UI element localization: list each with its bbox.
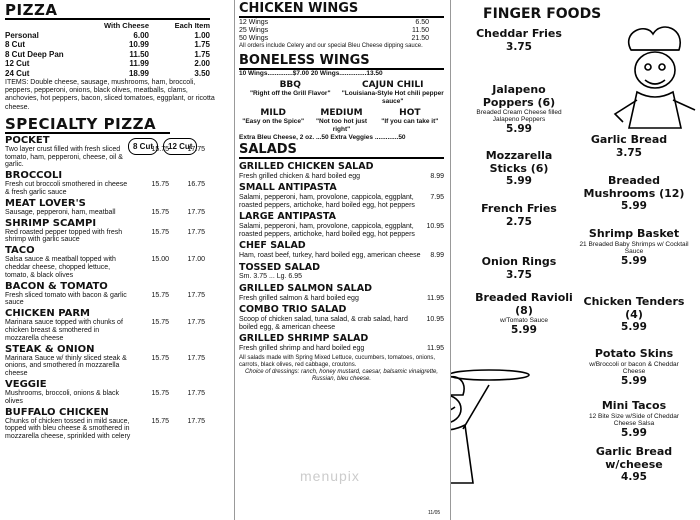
watermark: menupix	[300, 468, 360, 484]
wings-title: CHICKEN WINGS	[239, 2, 444, 18]
wing-row	[239, 27, 444, 35]
pizza-row	[5, 40, 210, 50]
finger-food-name: Onion Rings	[481, 255, 557, 268]
wing-qty: 12 Wings	[239, 19, 269, 26]
finger-food-price: 5.99	[621, 374, 647, 387]
finger-food-price: 5.99	[621, 200, 647, 212]
finger-food-price: 5.99	[621, 426, 647, 439]
heat-desc: "Not too hot just right"	[315, 118, 368, 133]
specialty-desc: Red roasted pepper topped with fresh shrimp with garlic sauce	[5, 228, 123, 244]
specialty-desc: Fresh cut broccoli smothered in cheese & fresh garlic sauce	[5, 181, 128, 196]
heat-name: MEDIUM	[320, 108, 363, 118]
finger-food-name: Mini Tacos	[601, 399, 667, 412]
specialty-title: SPECIALTY PIZZA	[5, 116, 170, 134]
salad-name: GRILLED SHRIMP SALAD	[239, 333, 369, 345]
price-12-cut: 17.00	[187, 256, 205, 264]
finger-food-desc: Breaded Cream Cheese filled Jalapeno Peppers	[476, 109, 562, 123]
salad-price: 11.95	[427, 344, 444, 352]
price-8-cut: 15.75	[151, 145, 169, 153]
flavor-name: CAJUN CHILI	[362, 80, 424, 90]
salad-name: CHEF SALAD	[239, 240, 306, 252]
size: 8 Cut Deep Pan	[5, 49, 64, 59]
finger-food-price: 3.75	[616, 146, 642, 159]
price-12-cut: 17.75	[187, 228, 205, 236]
wing-qty: 25 Wings	[239, 27, 269, 34]
specialty-desc-row	[5, 256, 226, 279]
price: 18.99	[128, 68, 149, 78]
pizza-row	[5, 59, 210, 69]
price-12-cut: 17.75	[187, 291, 205, 299]
flavor-name: BBQ	[279, 80, 301, 90]
pizza-row	[5, 31, 210, 41]
price-12-cut: 17.75	[187, 145, 205, 153]
finger-food-item	[469, 84, 569, 136]
salad-desc-row	[239, 316, 444, 332]
finger-food-desc: 21 Breaded Baby Shrimps w/ Cocktail Sauce	[579, 240, 689, 255]
finger-food-name: Breaded Mushrooms (12)	[583, 174, 685, 200]
finger-food-item	[469, 28, 569, 54]
specialty-desc: Mushrooms, broccoli, onions & black olives	[5, 389, 119, 405]
cut-size-labels	[128, 138, 197, 155]
finger-food-name: Cheddar Fries	[476, 27, 562, 40]
finger-food-item	[469, 256, 569, 282]
price-8-cut: 15.00	[151, 256, 169, 264]
chef-illustration	[601, 22, 700, 132]
salad-desc-row	[239, 173, 444, 181]
salad-name: COMBO TRIO SALAD	[239, 304, 347, 316]
finger-food-item	[469, 292, 579, 337]
specialty-desc-row	[5, 181, 226, 197]
finger-food-desc: 12 Bite Size w/Side of Cheddar Cheese Salsa	[589, 412, 679, 427]
salad-item	[239, 263, 444, 281]
price-8-cut: 15.75	[151, 354, 169, 362]
flavor-cajun	[342, 80, 445, 105]
specialty-list	[5, 135, 226, 441]
finger-food-desc: w/Broccoli or bacon & Cheddar Cheese	[589, 360, 679, 375]
finger-food-price: 5.99	[506, 175, 532, 187]
salad-price: 7.95	[430, 193, 444, 201]
finger-food-name: Chicken Tenders (4)	[583, 295, 685, 321]
price-8-cut: 15.75	[151, 181, 169, 189]
finger-food-name: Mozzarella Sticks (6)	[485, 149, 553, 175]
finger-food-item	[579, 134, 679, 160]
specialty-item	[5, 218, 226, 245]
dressings-note: Choice of dressings: ranch, honey mustard, caesar, balsamic vinaigrette, Russian, bleu cheese.	[244, 368, 439, 382]
price: 11.99	[129, 59, 149, 68]
wing-row	[239, 35, 444, 43]
salad-name: GRILLED SALMON SALAD	[239, 283, 372, 295]
extras-line: Extra Bleu Cheese, 2 oz. ...50 Extra Veggies .............50	[239, 134, 406, 141]
price-8-cut: 15.75	[151, 389, 169, 397]
cut-8-label: 8 Cut	[128, 138, 158, 155]
header-with-cheese: With Cheese	[104, 21, 149, 30]
finger-food-price: 5.99	[621, 254, 647, 267]
specialty-desc: Chunks of chicken tossed in mild sauce, topped with bleu cheese & smothered in mozzarella cheese, sprinkled with celery	[5, 417, 131, 441]
specialty-item	[5, 245, 226, 279]
specialty-name: BUFFALO CHICKEN	[5, 406, 109, 418]
salad-name: TOSSED SALAD	[239, 261, 320, 273]
salad-desc-row	[239, 295, 444, 303]
flavor-bbq	[239, 80, 342, 105]
specialty-desc: Marinara sauce topped with chunks of chicken breast & smothered in mozzarella cheese	[5, 319, 123, 342]
item-price: 1.75	[194, 40, 210, 49]
print-code: 11/05	[428, 510, 441, 516]
finger-food-name: Breaded Ravioli (8)	[475, 291, 573, 317]
finger-food-price: 2.75	[506, 215, 532, 228]
salad-desc-row	[239, 252, 444, 260]
price-12-cut: 17.75	[187, 208, 205, 216]
finger-food-desc: w/Tomato Sauce	[499, 317, 549, 324]
wing-row	[239, 19, 444, 27]
finger-food-price: 5.99	[506, 123, 532, 135]
size: Personal	[5, 30, 39, 40]
finger-food-price: 5.99	[511, 324, 537, 336]
specialty-desc: Salsa sauce & meatball topped with cheddar cheese, chopped lettuce, tomato, & black olives	[5, 256, 116, 279]
flavor-options	[239, 80, 444, 105]
salad-price: 8.99	[430, 172, 444, 180]
salad-desc: Fresh grilled salmon & hard boiled egg	[239, 294, 359, 302]
salad-footer: All salads made with Spring Mixed Lettuce, cucumbers, tomatoes, onions, carrots, black olives, red cabbage, croutons.	[239, 354, 436, 368]
finger-food-item	[579, 228, 689, 268]
wings-salads-column	[234, 0, 446, 520]
finger-foods-column	[450, 0, 700, 520]
finger-food-name: Shrimp Basket	[588, 227, 680, 240]
specialty-desc: Sausage, pepperoni, ham, meatball	[5, 208, 116, 216]
specialty-desc-row	[5, 229, 226, 245]
price-12-cut: 16.75	[187, 181, 205, 189]
salad-desc: Salami, pepperoni, ham, provolone, cappicola, eggplant, roasted peppers, artichoke, hard boiled egg, hot peppers	[239, 222, 415, 238]
salad-desc-row	[239, 345, 444, 353]
pizza-items-list: ITEMS: Double cheese, sausage, mushrooms, ham, broccoli, peppers, pepperoni, onions, black olives, meatballs, clams, anchovies, hot peppers, bacon, sliced tomatoes, eggplant, or ricotta cheese.	[5, 79, 215, 111]
finger-food-name: Garlic Bread w/cheese	[595, 445, 673, 471]
boneless-prices: 10 Wings..............$7.00 20 Wings...............13.50	[239, 70, 383, 77]
wing-price: 11.50	[412, 27, 429, 34]
specialty-desc-row	[5, 319, 226, 342]
item-price: 1.00	[194, 30, 210, 40]
specialty-item	[5, 198, 226, 217]
price: 11.50	[129, 49, 149, 59]
specialty-desc: Marinara Sauce w/ thinly sliced steak & onions, and smothered in mozzarella cheese	[5, 354, 127, 378]
specialty-name: MEAT LOVER'S	[5, 197, 86, 209]
item-price: 3.50	[194, 68, 210, 78]
price-8-cut: 15.75	[151, 291, 169, 299]
wings-note: All orders include Celery and our special Bleu Cheese dipping sauce.	[239, 43, 423, 49]
specialty-item	[5, 170, 226, 197]
pizza-title: PIZZA	[5, 2, 210, 20]
finger-food-item	[579, 296, 689, 334]
specialty-desc: Fresh sliced tomato with bacon & garlic sauce	[5, 291, 127, 307]
price-12-cut: 17.75	[187, 389, 205, 397]
specialty-desc-row	[5, 390, 226, 406]
salad-item	[239, 162, 444, 180]
price-12-cut: 17.75	[187, 354, 205, 362]
finger-food-price: 5.99	[621, 321, 647, 333]
wing-qty: 50 Wings	[239, 35, 269, 42]
cut-12-label: 12 Cut	[163, 138, 197, 155]
pizza-row	[5, 50, 210, 60]
specialty-name: BACON & TOMATO	[5, 280, 108, 292]
salad-name: LARGE ANTIPASTA	[239, 211, 337, 223]
price: 10.99	[128, 40, 149, 49]
salad-desc: Scoop of chicken salad, tuna salad, & crab salad, hard boiled egg, & american cheese	[239, 315, 408, 331]
specialty-item	[5, 379, 226, 406]
item-price: 1.75	[194, 49, 210, 59]
finger-food-item	[469, 150, 569, 188]
salad-price: 10.95	[426, 315, 444, 323]
finger-food-name: Garlic Bread	[590, 133, 668, 146]
price-12-cut: 17.75	[187, 417, 205, 425]
salad-price: 10.95	[426, 222, 444, 230]
salad-desc: Fresh grilled shrimp and hard boiled egg	[239, 344, 365, 352]
specialty-desc-row	[5, 292, 226, 308]
salad-desc: Fresh grilled chicken & hard boiled egg	[239, 172, 361, 180]
size: 24 Cut	[5, 68, 30, 78]
wing-price: 21.50	[411, 35, 429, 42]
salad-item	[239, 183, 444, 209]
salad-desc-row	[239, 223, 444, 239]
price-8-cut: 15.75	[151, 228, 169, 236]
finger-foods-title: FINGER FOODS	[483, 6, 602, 22]
heat-name: HOT	[399, 108, 421, 118]
salad-name: SMALL ANTIPASTA	[239, 182, 337, 194]
specialty-name: TACO	[5, 245, 35, 257]
finger-food-price: 3.75	[506, 40, 532, 53]
salad-name: GRILLED CHICKEN SALAD	[239, 161, 374, 172]
salad-desc-row	[239, 273, 444, 281]
heat-mild	[239, 108, 307, 133]
specialty-desc-row	[5, 209, 226, 217]
specialty-name: STEAK & ONION	[5, 343, 95, 355]
salads-title: SALADS	[239, 143, 444, 159]
salad-desc-row	[239, 194, 444, 210]
specialty-name: VEGGIE	[5, 378, 47, 390]
salad-desc: Ham, roast beef, turkey, hard boiled egg, american cheese	[239, 251, 421, 259]
salad-item	[239, 334, 444, 352]
finger-food-item	[469, 203, 569, 229]
header-blank	[5, 21, 77, 31]
heat-hot	[376, 108, 444, 133]
size: 12 Cut	[5, 59, 30, 68]
salad-item	[239, 241, 444, 259]
price-8-cut: 15.75	[151, 319, 169, 327]
finger-food-item	[579, 446, 689, 484]
salad-price: 8.99	[430, 251, 444, 259]
header-each-item: Each Item	[174, 21, 210, 30]
specialty-item	[5, 344, 226, 378]
heat-medium	[307, 108, 375, 133]
finger-food-price: 4.95	[621, 471, 647, 483]
specialty-name: POCKET	[5, 134, 50, 146]
salad-desc: Salami, pepperoni, ham, provolone, cappicola, eggplant, roasted peppers, artichoke, hard boiled egg, hot peppers	[239, 193, 415, 209]
specialty-item	[5, 407, 226, 441]
pizza-row	[5, 69, 210, 79]
price-8-cut: 15.75	[151, 208, 169, 216]
pizza-column	[0, 0, 230, 520]
boneless-title: BONELESS WINGS	[239, 54, 444, 70]
finger-food-name: Potato Skins	[594, 347, 674, 360]
chef-with-pizza-illustration	[450, 345, 533, 485]
wing-price: 6.50	[415, 19, 429, 26]
specialty-desc: Two layer crust filled with fresh sliced tomato, ham, pepperoni, cheese, oil & garlic.	[5, 145, 123, 169]
price-8-cut: 15.75	[151, 417, 169, 425]
flavor-desc: "Louisiana-Style Hot chili pepper sauce"	[341, 90, 444, 105]
size: 8 Cut	[5, 40, 25, 49]
specialty-desc-row	[5, 355, 226, 378]
pizza-table-header	[5, 21, 210, 31]
specialty-name: CHICKEN PARM	[5, 308, 90, 320]
heat-desc: "If you can take it"	[381, 118, 439, 125]
heat-desc: "Easy on the Spice"	[242, 118, 305, 125]
item-price: 2.00	[194, 59, 210, 68]
salad-list	[239, 162, 444, 353]
pizza-price-table	[5, 21, 210, 78]
specialty-item	[5, 281, 226, 308]
finger-food-item	[579, 348, 689, 388]
specialty-name: SHRIMP SCAMPI	[5, 217, 97, 229]
salad-item	[239, 212, 444, 238]
finger-food-item	[579, 400, 689, 440]
heat-name: MILD	[260, 108, 286, 118]
salad-item	[239, 305, 444, 331]
finger-food-item	[579, 175, 689, 213]
price-12-cut: 17.75	[187, 319, 205, 327]
finger-food-price: 3.75	[506, 268, 532, 281]
flavor-desc: "Right off the Grill Flavor"	[249, 90, 331, 97]
specialty-desc-row	[5, 418, 226, 441]
finger-food-name: Jalapeno Poppers (6)	[482, 83, 556, 109]
price: 6.00	[133, 30, 149, 40]
specialty-item	[5, 308, 226, 342]
salad-price: 11.95	[427, 294, 444, 302]
heat-options	[239, 108, 444, 133]
finger-food-name: French Fries	[481, 202, 557, 215]
specialty-name: BROCCOLI	[5, 170, 63, 182]
salad-desc: Sm. 3.75 ... Lg. 6.95	[239, 273, 303, 281]
salad-item	[239, 284, 444, 302]
